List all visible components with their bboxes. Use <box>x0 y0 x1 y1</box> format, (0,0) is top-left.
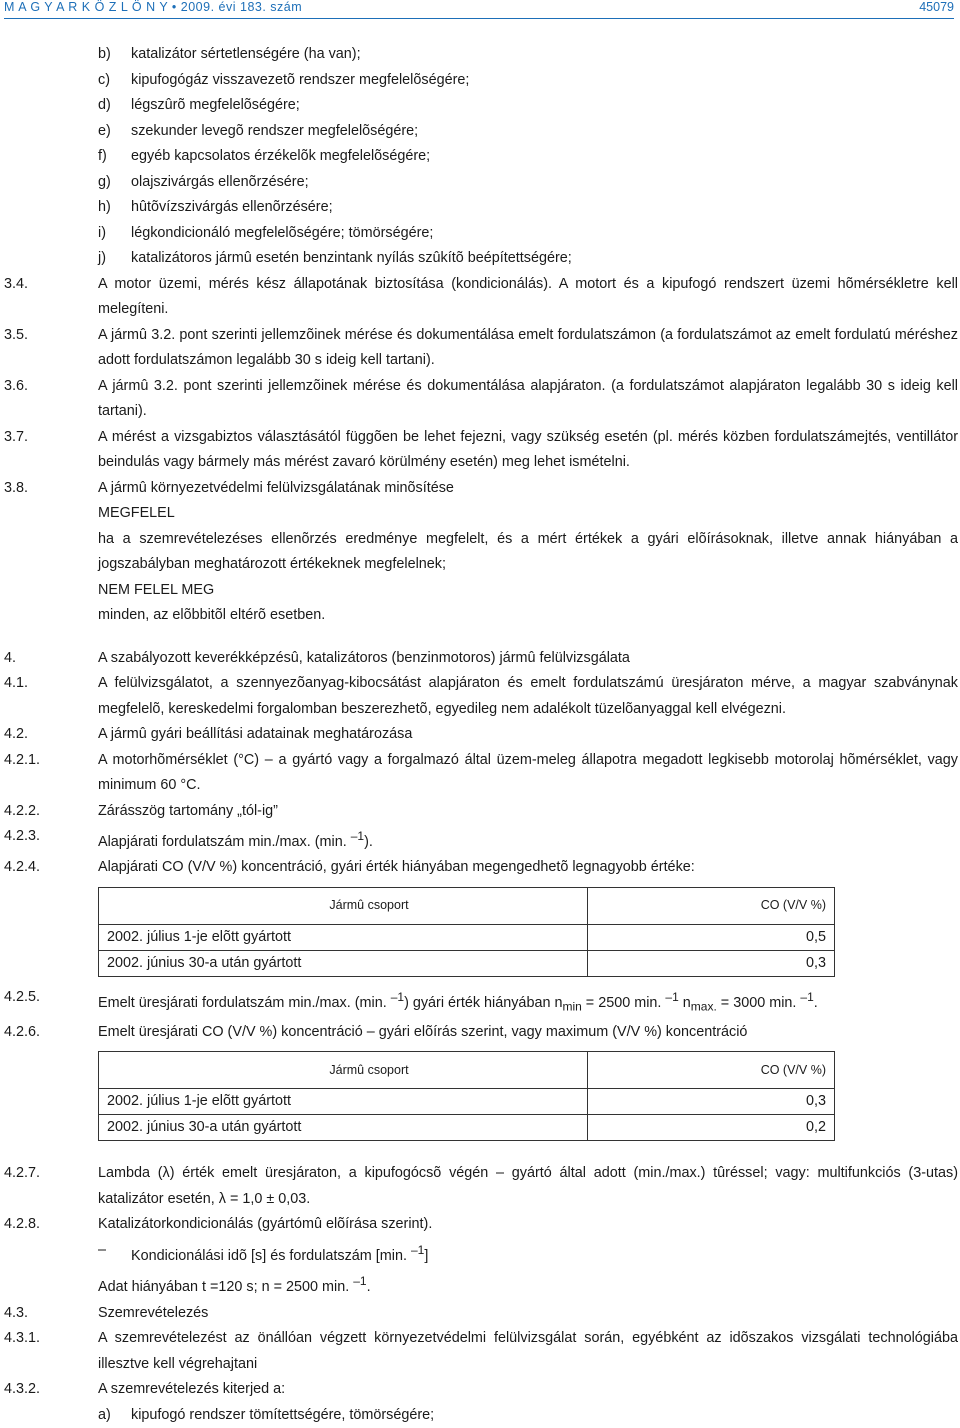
section-4: 4. A szabályozott keverékképzésû, katalizátoros (benzinmotoros) jármû felülvizsgálata <box>4 649 630 666</box>
section-4-2-7: 4.2.7. Lambda (λ) érték emelt üresjáraton, a kipufogócsõ végén – gyártó által adott (min./max.) tûréssel; vagy: multifunkciós (3-utas) katalizátor esetén, λ = 1,0 ± 0,03. <box>4 1165 958 1207</box>
table-row: 2002. június 30-a után gyártott 0,3 <box>99 950 835 976</box>
list-item: b) katalizátor sértetlenségére (ha van); <box>98 46 361 62</box>
list-item: j) katalizátoros jármû esetén benzintank nyílás szûkítõ beépítettségére; <box>98 250 572 266</box>
list-item: a) kipufogó rendszer tömítettségére, tömörségére; <box>98 1406 435 1423</box>
table-header-row <box>99 1052 835 1089</box>
table-row: 2002. július 1-je elõtt gyártott 0,3 <box>99 1089 835 1115</box>
section-3-7: 3.7. A mérést a vizsgabiztos választásától függõen be lehet fejezni, vagy szükség esetén (pl. mérés közben fordulatszámejtés, ventillátor beindulás vagy bármely más mérést zavaró körülmény esetén) meg lehet ismételni. <box>4 428 958 470</box>
table-header: Jármû csoport <box>99 887 588 924</box>
list-item: e) szekunder levegõ rendszer megfelelõségére; <box>98 122 419 139</box>
page-header <box>4 0 954 19</box>
section-3-4: 3.4. A motor üzemi, mérés kész állapotának biztosítása (kondicionálás). A motort és a kipufogó rendszert üzemi hõmérsékletre kell melegíteni. <box>4 275 958 317</box>
section-4-2-8: 4.2.8. Katalizátorkondicionálás (gyártómû elõírása szerint). – Kondicionálási idõ [s] és fordulatszám [min. $^{-1}$] Adat hiányában t =120 s; n = 2500 min. $^{-1}$. <box>4 1212 958 1300</box>
list-item: – Kondicionálási idõ [s] és fordulatszám [min. $^{-1}$] <box>98 1241 429 1264</box>
table-row: 2002. június 30-a után gyártott 0,2 <box>99 1115 835 1141</box>
pass-text: ha a szemrevételezéses ellenõrzés eredménye megfelelt, és a mért értékek a gyári elõírásoknak, illetve annak hiányában a jogszabályban meghatározott értékeknek megfelelnek; <box>98 530 958 572</box>
document-body <box>4 42 958 1428</box>
co-idle-table <box>98 887 835 977</box>
section-4-2-2: 4.2.2. Zárásszög tartomány „tól-ig” <box>4 802 278 819</box>
table-header-row <box>99 887 835 924</box>
section-4-2-4: 4.2.4. Alapjárati CO (V/V %) koncentráció, gyári érték hiányában megengedhetõ legnagyobb értéke: <box>4 859 695 876</box>
page-number: 45079 <box>919 0 954 14</box>
section-4-2-1: 4.2.1. A motorhõmérséklet (°C) – a gyártó vagy a forgalmazó által üzem-meleg állapotra megadott legkisebb motorolaj hõmérséklet, vagy minimum 60 °C. <box>4 751 958 793</box>
table-header: Jármû csoport <box>99 1052 588 1089</box>
table-row: 2002. július 1-je elõtt gyártott 0,5 <box>99 924 835 950</box>
section-4-2-6: 4.2.6. Emelt üresjárati CO (V/V %) koncentráció – gyári elõírás szerint, vagy maximum (V/V %) koncentráció <box>4 1023 748 1040</box>
section-4-2-3: 4.2.3. Alapjárati fordulatszám min./max. (min. $^{-1}$). <box>4 828 373 850</box>
list-item: h) hûtõvízszivárgás ellenõrzésére; <box>98 199 333 215</box>
section-4-3-1: 4.3.1. A szemrevételezést az önállóan végzett környezetvédelmi felülvizsgálat során, egyébként az idõszakos vizsgálati technológiába illesztve kell végrehajtani <box>4 1330 958 1372</box>
table-header: CO (V/V %) <box>588 887 835 924</box>
section-4-2-5: 4.2.5. Emelt üresjárati fordulatszám min./max. (min. $^{-1}$) gyári érték hiányában $n_{min} = 2500$ min. $^{-1}$ $n_{max.} = 3000$ min. $^{-1}$. <box>4 988 818 1014</box>
section-4-3-2: 4.3.2. A szemrevételezés kiterjed a: <box>4 1381 286 1398</box>
list-item: f) egyéb kapcsolatos érzékelõk megfelelõségére; <box>98 148 431 164</box>
section-4-3: 4.3. Szemrevételezés <box>4 1304 209 1321</box>
table-header: CO (V/V %) <box>588 1052 835 1089</box>
section-3-8: 3.8. A jármû környezetvédelmi felülvizsgálatának minõsítése MEGFELEL ha a szemrevételezéses ellenõrzés eredménye megfelelt, és a mért értékek a gyári elõírásoknak, illetve annak hiányában a jogszabályban meghatározott értékeknek megfelelnek; NEM FELEL MEG minden, az elõbbitõl eltérõ esetben. <box>4 476 958 629</box>
co-elevated-idle-table <box>98 1051 835 1141</box>
section-title: A jármû környezetvédelmi felülvizsgálatának minõsítése <box>98 479 454 496</box>
section-3-5: 3.5. A jármû 3.2. pont szerinti jellemzõinek mérése és dokumentálása emelt fordulatszámon (a fordulatszámot az emelt fordulatú méréshez adott fordulatszámon legalább 30 s ideig kell tartani). <box>4 326 958 368</box>
list-item: d) légszûrõ megfelelõségére; <box>98 97 300 113</box>
journal-title: M A G Y A R K Ö Z L Ö N Y • 2009. évi 183. szám <box>4 0 303 14</box>
list-item: c) kipufogógáz visszavezetõ rendszer megfelelõségére; <box>98 71 470 88</box>
list-item: g) olajszivárgás ellenõrzésére; <box>98 173 309 190</box>
checklist-b-j <box>4 42 958 272</box>
list-item: i) légkondicionáló megfelelõségére; tömörségére; <box>98 224 434 241</box>
fail-label: NEM FELEL MEG <box>98 581 215 598</box>
section-4-2: 4.2. A jármû gyári beállítási adatainak meghatározása <box>4 726 413 742</box>
fail-text: minden, az elõbbitõl eltérõ esetben. <box>98 607 326 623</box>
section-3-6: 3.6. A jármû 3.2. pont szerinti jellemzõinek mérése és dokumentálása alapjáraton. (a fordulatszámot alapjáraton legalább 30 s ideig kell tartani). <box>4 377 958 419</box>
pass-label: MEGFELEL <box>98 505 175 521</box>
section-4-1: 4.1. A felülvizsgálatot, a szennyezõanyag-kibocsátást alapjáraton és emelt fordulatszámú üresjáraton mérve, a magyar szabványnak megfelelõ, kereskedelmi forgalomban beszerezhetõ, egyedileg nem adalékolt tüzelõanyaggal kell elvégezni. <box>4 675 958 717</box>
